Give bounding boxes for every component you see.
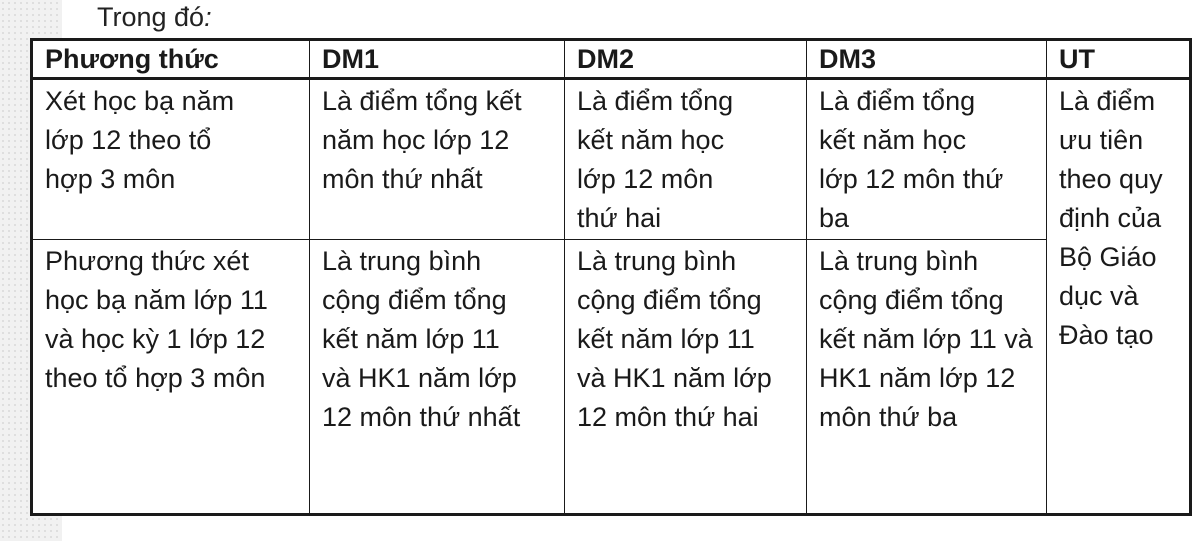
scoring-table: [30, 38, 1192, 516]
header-ut: UT: [1047, 40, 1191, 79]
cell-method: Phương thức xét học bạ năm lớp 11 và học kỳ 1 lớp 12 theo tổ hợp 3 môn: [32, 240, 310, 515]
table-row: [32, 79, 1191, 240]
intro-text: Trong đó: [97, 2, 205, 32]
cell-ut: Là điểm ưu tiên theo quy định của Bộ Giáo dục và Đào tạo: [1047, 79, 1191, 515]
header-dm3: DM3: [807, 40, 1047, 79]
cell-dm1: Là điểm tổng kết năm học lớp 12 môn thứ nhất: [310, 79, 565, 240]
cell-dm2: Là điểm tổng kết năm học lớp 12 môn thứ hai: [565, 79, 807, 240]
intro-note: [97, 0, 212, 34]
header-dm2: DM2: [565, 40, 807, 79]
table-row: [32, 240, 1191, 515]
cell-dm2: Là trung bình cộng điểm tổng kết năm lớp 11 và HK1 năm lớp 12 môn thứ hai: [565, 240, 807, 515]
cell-dm3: Là trung bình cộng điểm tổng kết năm lớp 11 và HK1 năm lớp 12 môn thứ ba: [807, 240, 1047, 515]
intro-colon: :: [204, 2, 212, 32]
table-header-row: [32, 40, 1191, 79]
cell-dm3: Là điểm tổng kết năm học lớp 12 môn thứ ba: [807, 79, 1047, 240]
header-method: Phương thức: [32, 40, 310, 79]
cell-method: Xét học bạ năm lớp 12 theo tổ hợp 3 môn: [32, 79, 310, 240]
cell-dm1: Là trung bình cộng điểm tổng kết năm lớp 11 và HK1 năm lớp 12 môn thứ nhất: [310, 240, 565, 515]
header-dm1: DM1: [310, 40, 565, 79]
